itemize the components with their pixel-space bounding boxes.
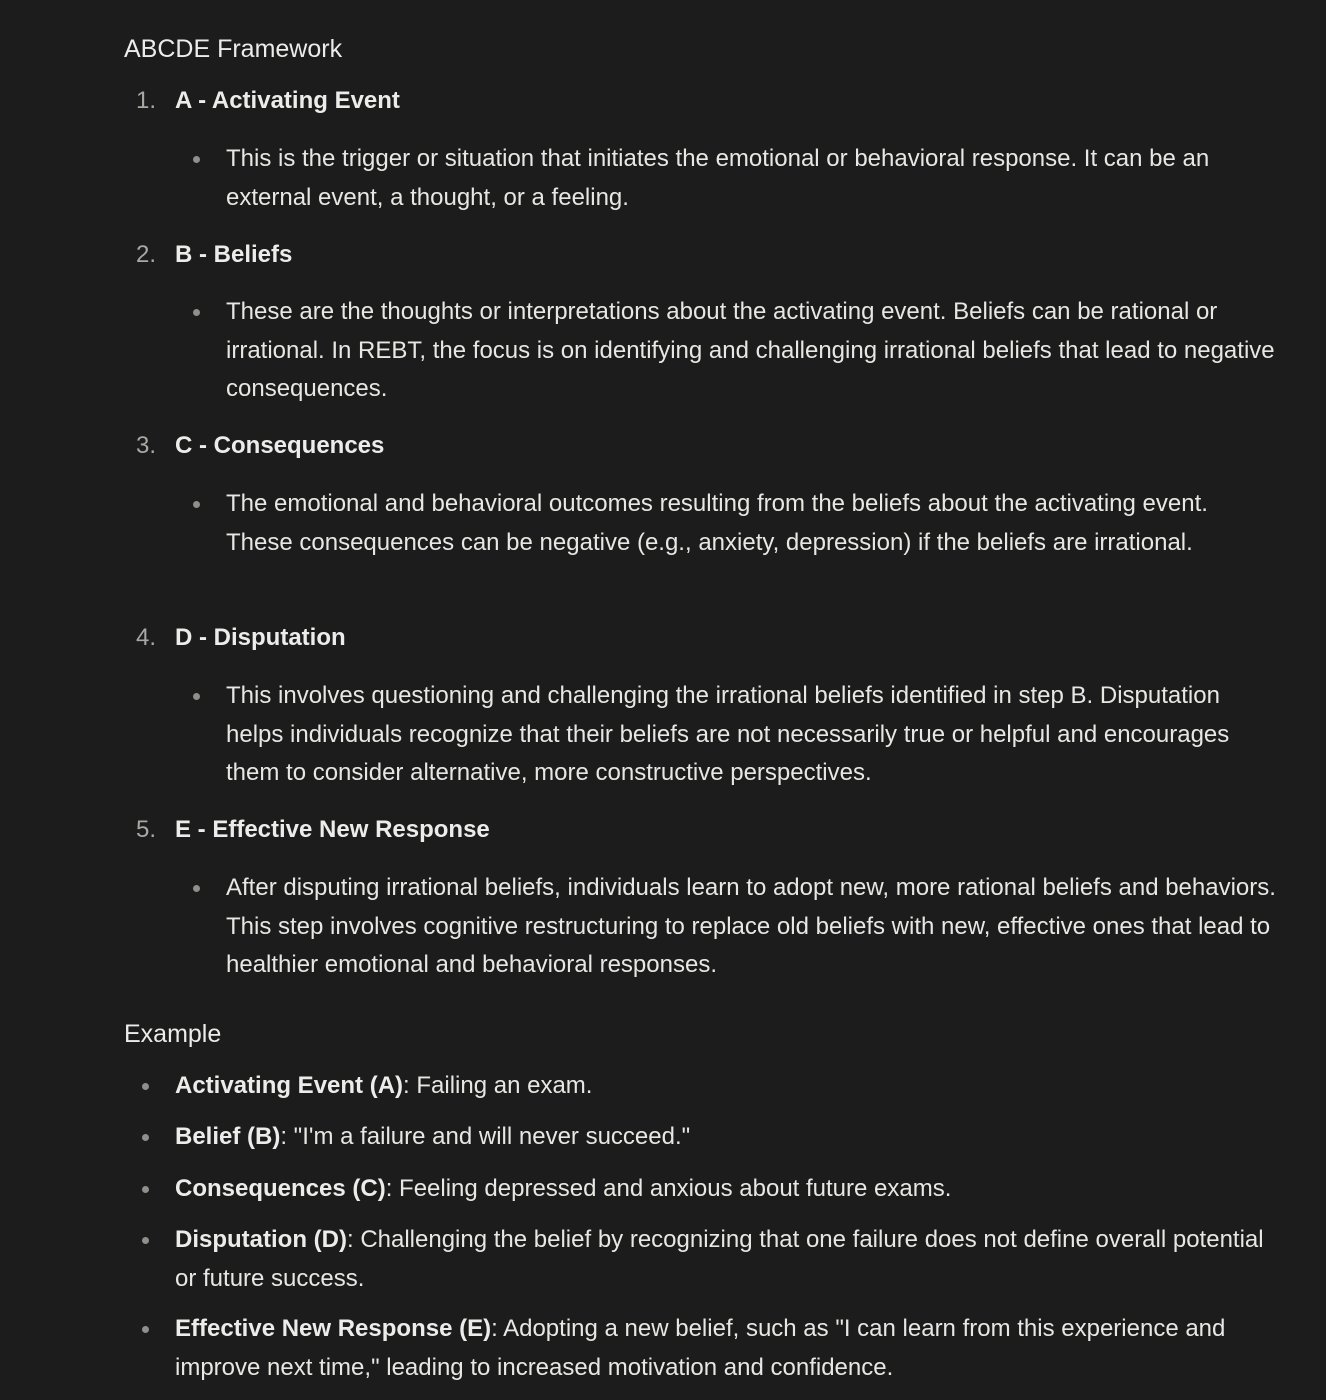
bullet-icon — [142, 1326, 149, 1333]
bullet-icon — [193, 309, 200, 316]
example-description: : Feeling depressed and anxious about future exams. — [385, 1175, 952, 1202]
example-description: : Challenging the belief by recognizing that one failure does not define overall potential or future success. — [175, 1226, 1264, 1292]
bullet-icon — [142, 1083, 149, 1090]
bullet-icon — [193, 501, 200, 508]
example-text — [175, 1310, 1275, 1387]
example-text — [175, 1118, 1275, 1157]
example-label: Activating Event (A) — [175, 1072, 404, 1099]
framework-item-detail — [226, 485, 1276, 562]
list-number: 5. — [136, 816, 157, 843]
example-item-a — [175, 1067, 1275, 1106]
framework-item-title: E - Effective New Response — [175, 816, 490, 843]
example-label: Belief (B) — [175, 1123, 281, 1150]
framework-item-title: D - Disputation — [175, 624, 346, 651]
framework-item-title: C - Consequences — [175, 432, 385, 459]
bullet-icon — [142, 1134, 149, 1141]
example-description: : Failing an exam. — [403, 1072, 593, 1099]
list-number: 2. — [136, 241, 157, 268]
list-number: 1. — [136, 87, 157, 114]
example-item-d — [175, 1221, 1275, 1298]
example-description: : Adopting a new belief, such as "I can learn from this experience and improve next time," leading to increased motivation and confidence. — [175, 1315, 1226, 1381]
bullet-icon — [193, 156, 200, 163]
list-number: 3. — [136, 432, 157, 459]
list-number: 4. — [136, 624, 157, 651]
framework-item-title: A - Activating Event — [175, 87, 400, 114]
detail-text: These are the thoughts or interpretations about the activating event. Beliefs can be rational or irrational. In REBT, the focus is on identifying and challenging irrational beliefs that lead to negative consequences. — [226, 298, 1275, 402]
example-item-c — [175, 1170, 1275, 1209]
example-label: Effective New Response (E) — [175, 1315, 492, 1342]
framework-item-detail — [226, 677, 1276, 793]
bullet-icon — [193, 693, 200, 700]
example-text — [175, 1170, 1275, 1209]
detail-text: The emotional and behavioral outcomes resulting from the beliefs about the activating event. These consequences can be negative (e.g., anxiety, depression) if the beliefs are irrational. — [226, 490, 1208, 556]
framework-item-detail — [226, 869, 1276, 985]
example-text — [175, 1221, 1275, 1298]
example-label: Disputation (D) — [175, 1226, 347, 1253]
example-item-e — [175, 1310, 1275, 1387]
framework-item-detail — [226, 140, 1276, 217]
example-text — [175, 1067, 1275, 1106]
detail-text: This is the trigger or situation that initiates the emotional or behavioral response. It can be an external event, a thought, or a feeling. — [226, 145, 1210, 211]
bullet-icon — [142, 1186, 149, 1193]
bullet-icon — [193, 885, 200, 892]
example-description: : "I'm a failure and will never succeed." — [280, 1123, 691, 1150]
detail-text: This involves questioning and challenging the irrational beliefs identified in step B. Disputation helps individuals recognize that their beliefs are not necessarily true or helpful and encourages them to consider alternative, more constructive perspectives. — [226, 682, 1230, 786]
framework-item-detail — [226, 293, 1276, 409]
example-item-b — [175, 1118, 1275, 1157]
example-label: Consequences (C) — [175, 1175, 386, 1202]
detail-text: After disputing irrational beliefs, individuals learn to adopt new, more rational beliefs and behaviors. This step involves cognitive restructuring to replace old beliefs with new, effective ones that lead to healthier emotional and behavioral responses. — [226, 874, 1276, 978]
framework-heading: ABCDE Framework — [124, 35, 343, 63]
framework-item-title: B - Beliefs — [175, 241, 293, 268]
bullet-icon — [142, 1237, 149, 1244]
example-heading: Example — [124, 1020, 222, 1048]
